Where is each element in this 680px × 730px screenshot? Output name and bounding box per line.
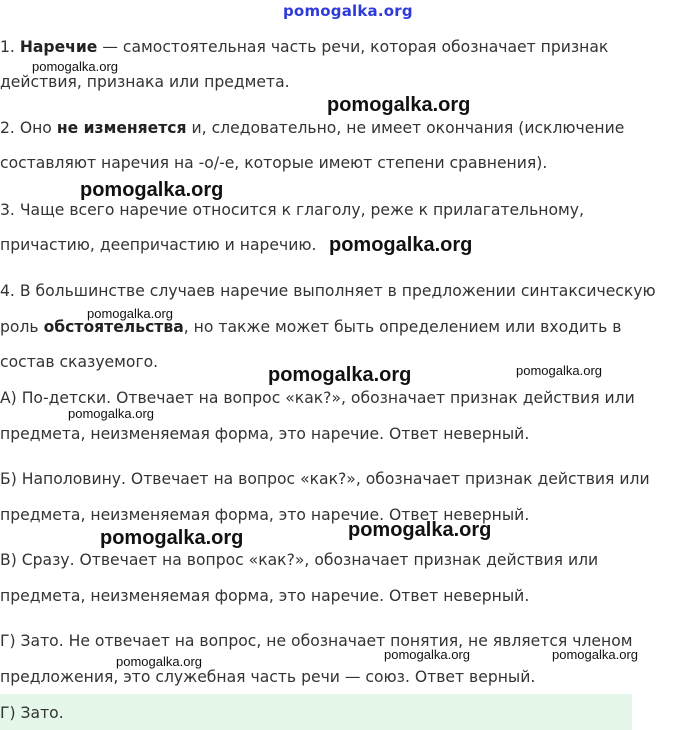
text-line: 2. Оно не изменяется и, следовательно, не имеет окончания (исключение xyxy=(0,119,625,137)
watermark: pomogalka.org xyxy=(348,519,492,541)
answer-highlight xyxy=(0,694,632,730)
watermark: pomogalka.org xyxy=(80,179,224,201)
watermark: pomogalka.org xyxy=(116,654,202,669)
site-logo[interactable]: pomogalka.org xyxy=(283,2,413,20)
text-line: составляют наречия на -о/-е, которые имеют степени сравнения). xyxy=(0,154,548,172)
answer-text: Г) Зато. xyxy=(0,704,64,722)
option-v-line: предмета, неизменяемая форма, это наречие. Ответ неверный. xyxy=(0,587,530,605)
watermark: pomogalka.org xyxy=(329,234,473,256)
text-line: действия, признака или предмета. xyxy=(0,73,290,91)
watermark: pomogalka.org xyxy=(327,94,471,116)
option-b-line: предмета, неизменяемая форма, это наречие. Ответ неверный. xyxy=(0,506,530,524)
option-a-line: А) По-детски. Отвечает на вопрос «как?», обозначает признак действия или xyxy=(0,389,635,407)
text-line: 3. Чаще всего наречие относится к глаголу, реже к прилагательному, xyxy=(0,201,584,219)
watermark: pomogalka.org xyxy=(268,364,412,386)
watermark: pomogalka.org xyxy=(100,527,244,549)
option-v-line: В) Сразу. Отвечает на вопрос «как?», обозначает признак действия или xyxy=(0,551,599,569)
text-line: 1. Наречие — самостоятельная часть речи, которая обозначает признак xyxy=(0,38,609,56)
watermark: pomogalka.org xyxy=(32,59,118,74)
watermark: pomogalka.org xyxy=(552,647,638,662)
watermark: pomogalka.org xyxy=(384,647,470,662)
watermark: pomogalka.org xyxy=(516,363,602,378)
watermark: pomogalka.org xyxy=(87,306,173,321)
text-line: 4. В большинстве случаев наречие выполняет в предложении синтаксическую xyxy=(0,282,656,300)
option-a-line: предмета, неизменяемая форма, это наречие. Ответ неверный. xyxy=(0,425,530,443)
text-line: причастию, деепричастию и наречию. xyxy=(0,236,317,254)
text-line: роль обстоятельства, но также может быть определением или входить в xyxy=(0,318,622,336)
option-g-line: Г) Зато. Не отвечает на вопрос, не обозначает понятия, не является членом xyxy=(0,632,633,650)
option-g-line: предложения, это служебная часть речи — союз. Ответ верный. xyxy=(0,668,536,686)
option-b-line: Б) Наполовину. Отвечает на вопрос «как?», обозначает признак действия или xyxy=(0,470,650,488)
watermark: pomogalka.org xyxy=(68,406,154,421)
text-line: состав сказуемого. xyxy=(0,353,159,371)
